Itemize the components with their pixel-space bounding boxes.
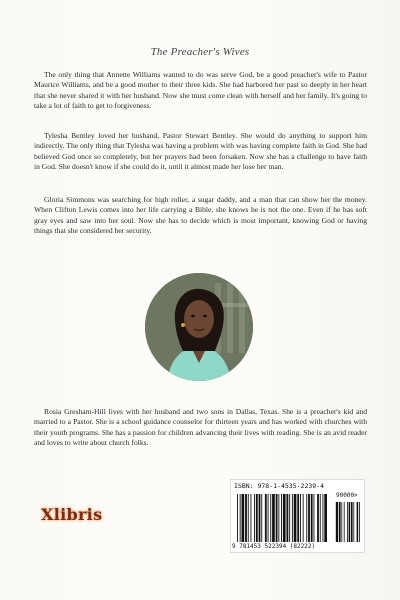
barcode-icon [231,480,364,552]
barcode-panel [230,479,365,553]
synopsis-paragraph-tylesha: Tylesha Bentley loved her husband, Pastor Stewart Bentley. She would do anything to support him indirectly. The only thing that Tylesha was having a problem with was having complete faith in God. She had believed God once so completely, but her prayers had been forsaken. Now she has a challenge to have faith in God. She doesn't know if she could do it, until it almost made her lose her man. [34,131,367,172]
publisher-logo: Xlibris [41,505,103,524]
synopsis-paragraph-annette: The only thing that Annette Williams wanted to do was serve God, be a good preacher's wife to Pastor Maurice Williams, and be a good mother to their three kids. She had harbored her past so deeply in her heart that she never shared it with her husband. Now she must come clean with herself and her family. It's going to take a lot of faith to get to forgiveness. [34,70,367,111]
book-title: The Preacher's Wives [150,46,250,58]
author-portrait-icon [145,273,253,381]
author-bio: Rosia Gresham-Hill lives with her husband and two sons in Dallas, Texas. She is a preacher's kid and married to a Pastor. She is a school guidance counselor for thirteen years and has worked with churches with their youth programs. She has a passion for children advancing their lives with reading. She is an avid reader and loves to write about church folks. [34,407,367,448]
synopsis-paragraph-gloria: Gloria Simmons was searching for high roller, a sugar daddy, and a man that can show her the money. When Clifton Lewis comes into her life carrying a Bible, she knows he is not the one. Even if he has soft gray eyes and saw into her soul. Now she has to decide which is most important, knowing God or having things that she considered her security. [34,195,367,236]
isbn-label: ISBN: 978-1-4535-2239-4 [234,482,325,490]
price-code: 90000> [336,492,358,499]
barcode-digits: 9 781453 522394 (82222) [232,543,316,550]
